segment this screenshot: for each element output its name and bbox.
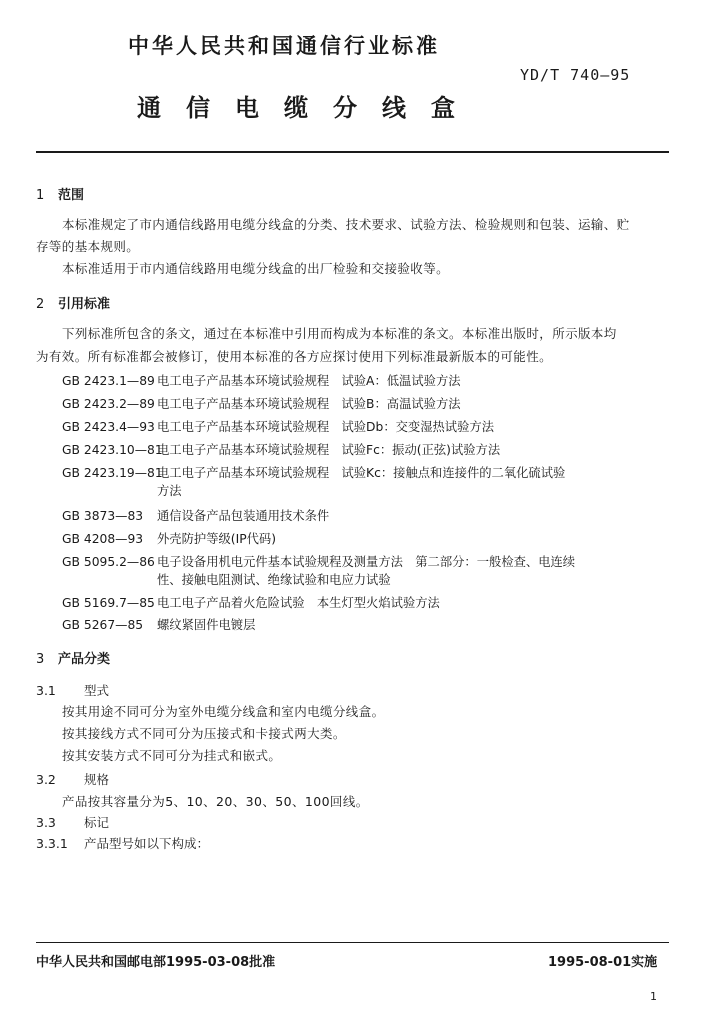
footer-divider <box>36 942 669 943</box>
standard-code: YD/T 740—95 <box>520 66 631 84</box>
subsection-3-1-line3: 按其安装方式不同可分为挂式和嵌式。 <box>62 748 282 763</box>
reference-title: 电工电子产品基本环境试验规程 试验A：低温试验方法 <box>157 374 461 388</box>
reference-item <box>62 552 575 570</box>
subsection-3-2-line1: 产品按其容量分为5、10、20、30、50、100回线。 <box>62 794 369 809</box>
approval-statement: 中华人民共和国邮电部1995-03-08批准 <box>36 955 276 970</box>
reference-item <box>62 440 500 458</box>
reference-item <box>62 417 494 435</box>
reference-code: GB 5169.7—85 <box>62 596 155 610</box>
reference-item <box>62 394 461 412</box>
reference-item <box>62 463 565 481</box>
document-title: 通信电缆分线盒 <box>137 94 480 122</box>
subsection-number: 3.2 <box>36 772 56 787</box>
reference-title: 螺纹紧固件电镀层 <box>157 618 256 632</box>
reference-item <box>62 529 276 547</box>
subsection-3-1-line1: 按其用途不同可分为室外电缆分线盒和室内电缆分线盒。 <box>62 704 385 719</box>
reference-item <box>62 615 255 633</box>
section-number: 3 <box>36 652 45 667</box>
reference-title-continuation: 性、接触电阻测试、绝缘试验和电应力试验 <box>157 573 391 587</box>
reference-item <box>62 506 329 524</box>
subsection-number: 3.1 <box>36 683 56 698</box>
reference-code: GB 5095.2—86 <box>62 555 155 569</box>
subsection-number: 3.3.1 <box>36 836 68 851</box>
reference-code: GB 2423.19—81 <box>62 466 163 480</box>
reference-title: 电工电子产品基本环境试验规程 试验Fc：振动(正弦)试验方法 <box>157 443 501 457</box>
reference-title: 电工电子产品基本环境试验规程 试验Kc：接触点和连接件的二氧化硫试验 <box>157 466 566 480</box>
reference-title: 外壳防护等级(IP代码) <box>157 532 277 546</box>
subsection-3-2-heading <box>36 770 109 788</box>
section-3-heading <box>36 648 110 667</box>
reference-code: GB 4208—93 <box>62 532 144 546</box>
reference-title-continuation: 方法 <box>157 484 182 498</box>
subsection-number: 3.3 <box>36 815 56 830</box>
section-title: 引用标准 <box>58 297 111 312</box>
section-2-intro-line2: 为有效。所有标准都会被修订，使用本标准的各方应探讨使用下列标准最新版本的可能性。 <box>36 349 553 364</box>
subsection-title: 标记 <box>84 815 110 830</box>
reference-code: GB 2423.4—93 <box>62 420 155 434</box>
subsection-3-3-heading <box>36 813 109 831</box>
subsection-3-1-heading <box>36 681 109 699</box>
reference-title: 电子设备用机电元件基本试验规程及测量方法 第二部分：一般检查、电连续 <box>157 555 576 569</box>
page-number: 1 <box>650 990 657 1003</box>
issuing-organization: 中华人民共和国通信行业标准 <box>128 34 440 58</box>
reference-title: 通信设备产品包装通用技术条件 <box>157 509 330 523</box>
reference-code: GB 2423.1—89 <box>62 374 155 388</box>
section-number: 1 <box>36 188 45 203</box>
reference-code: GB 2423.10—81 <box>62 443 163 457</box>
section-number: 2 <box>36 297 45 312</box>
section-1-para2: 本标准适用于市内通信线路用电缆分线盒的出厂检验和交接验收等。 <box>62 261 450 276</box>
subsection-3-3-1 <box>36 834 209 852</box>
reference-code: GB 3873—83 <box>62 509 144 523</box>
subsection-title: 型式 <box>84 683 110 698</box>
subsection-text: 产品型号如以下构成： <box>84 836 210 851</box>
reference-item <box>62 371 461 389</box>
section-2-heading <box>36 293 110 312</box>
section-title: 产品分类 <box>58 652 111 667</box>
section-1-heading <box>36 184 84 203</box>
reference-title: 电工电子产品基本环境试验规程 试验Db：交变湿热试验方法 <box>157 420 494 434</box>
reference-title: 电工电子产品基本环境试验规程 试验B：高温试验方法 <box>157 397 461 411</box>
reference-code: GB 2423.2—89 <box>62 397 155 411</box>
reference-code: GB 5267—85 <box>62 618 144 632</box>
reference-title: 电工电子产品着火危险试验 本生灯型火焰试验方法 <box>157 596 440 610</box>
header-divider <box>36 151 669 153</box>
implementation-date: 1995-08-01实施 <box>548 955 658 970</box>
section-1-para1-line1: 本标准规定了市内通信线路用电缆分线盒的分类、技术要求、试验方法、检验规则和包装、运输、贮 <box>62 217 630 232</box>
section-title: 范围 <box>58 188 85 203</box>
subsection-title: 规格 <box>84 772 110 787</box>
section-1-para1-line2: 存等的基本规则。 <box>36 239 140 254</box>
subsection-3-1-line2: 按其接线方式不同可分为压接式和卡接式两大类。 <box>62 726 346 741</box>
section-2-intro-line1: 下列标准所包含的条文，通过在本标准中引用而构成为本标准的条文。本标准出版时，所示版本均 <box>62 326 617 341</box>
reference-item <box>62 593 440 611</box>
